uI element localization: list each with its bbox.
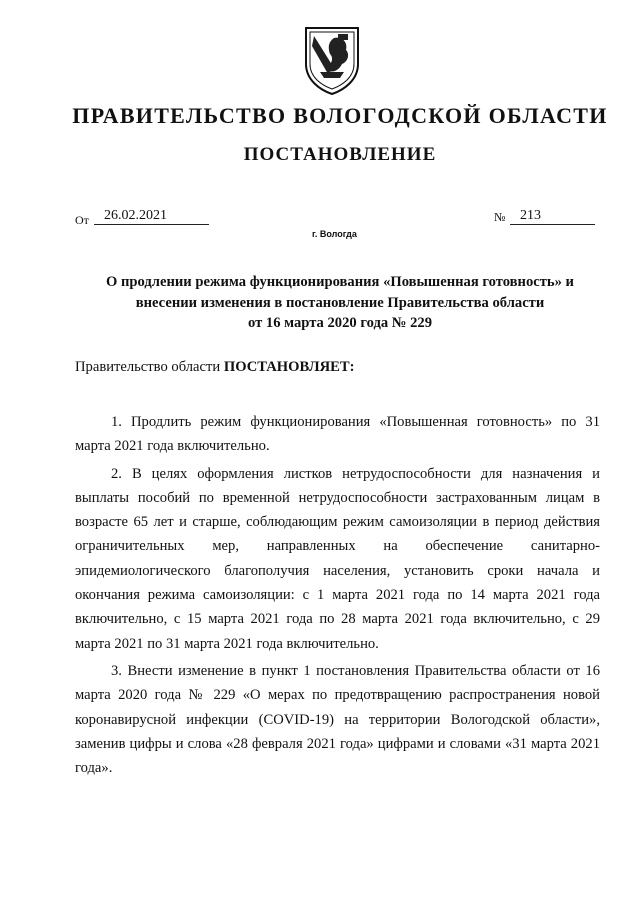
heading-line: О продлении режима функционирования «Повышенная готовность» и: [106, 274, 574, 290]
preamble-text: Правительство области: [75, 359, 224, 375]
document-type: ПОСТАНОВЛЕНИЕ: [243, 144, 437, 165]
preamble-emphasis: ПОСТАНОВЛЯЕТ:: [223, 359, 355, 375]
number-value: 213: [510, 207, 595, 225]
city: г. Вологда: [312, 229, 357, 239]
paragraph: 1. Продлить режим функционирования «Повышенная готовность» по 31 марта 2021 года включительно.: [75, 414, 600, 455]
organization-title: ПРАВИТЕЛЬСТВО ВОЛОГОДСКОЙ ОБЛАСТИ: [72, 103, 608, 128]
document-heading: [60, 272, 620, 334]
number-label: №: [494, 210, 506, 224]
paragraph: 3. Внести изменение в пункт 1 постановления Правительства области от 16 марта 2020 года № 229 «О мерах по предотвращению распространения новой коронавирусной инфекции (COVID-19) на территории Вологодской области», заменив цифры и слова «28 февраля 2021 года» цифрами и словами «31 марта 2021 года».: [75, 662, 600, 777]
document-body: [75, 410, 600, 783]
date-value: 26.02.2021: [94, 207, 209, 225]
paragraph: 2. В целях оформления листков нетрудоспособности для назначения и выплаты пособий по временной нетрудоспособности застрахованным лицам в возрасте 65 лет и старше, соблюдающим режим самоизоляции в период действия ограничительных мер, направленных на обеспечение санитарно-эпидемиологического благополучия населения, установить сроки начала и окончания режима самоизоляции: с 1 марта 2021 года по 14 марта 2021 года включительно, с 15 марта 2021 года по 28 марта 2021 года включительно, с 29 марта 2021 по 31 марта 2021 года включительно.: [75, 465, 600, 652]
coat-of-arms-icon: [300, 24, 364, 96]
date-label: От: [75, 213, 89, 227]
heading-line: внесении изменения в постановление Правительства области: [135, 294, 545, 311]
heading-line: от 16 марта 2020 года № 229: [247, 315, 433, 331]
preamble: [75, 359, 354, 376]
